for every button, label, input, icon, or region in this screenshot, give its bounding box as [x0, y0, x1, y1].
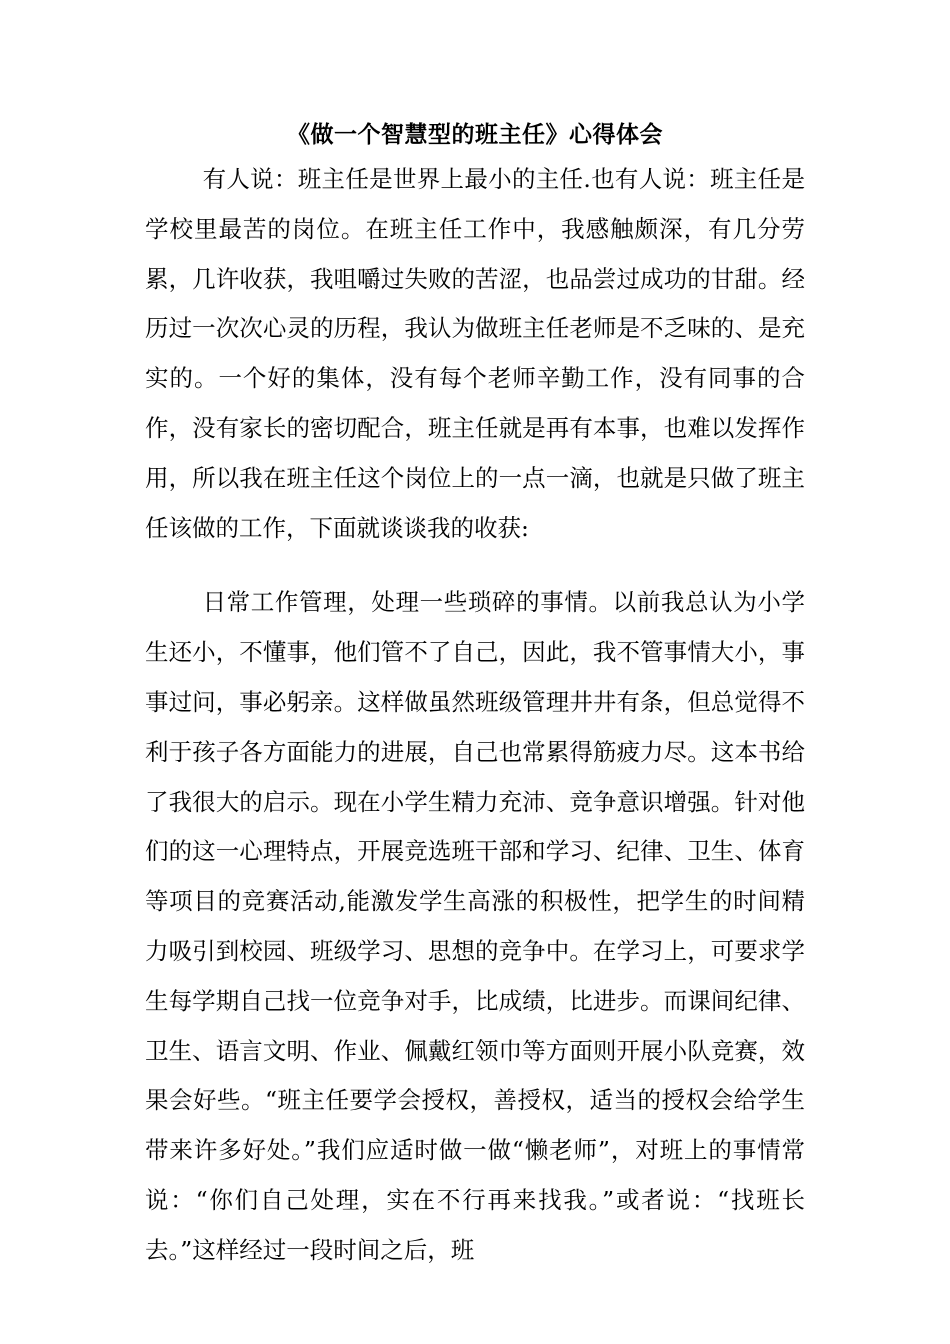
paragraph-1: 有人说：班主任是世界上最小的主任.也有人说：班主任是学校里最苦的岗位。在班主任工作中，我感触颇深，有几分劳累，几许收获，我咀嚼过失败的苦涩，也品尝过成功的甘甜。经历过一次次心灵的历程，我认为做班主任老师是不乏味的、是充实的。一个好的集体，没有每个老师辛勤工作，没有同事的合作，没有家长的密切配合，班主任就是再有本事，也难以发挥作用，所以我在班主任这个岗位上的一点一滴，也就是只做了班主任该做的工作，下面就谈谈我的收获: — [145, 165, 805, 542]
document-body — [145, 155, 805, 1276]
paragraph-2: 日常工作管理，处理一些琐碎的事情。以前我总认为小学生还小，不懂事，他们管不了自己，因此，我不管事情大小，事事过问，事必躬亲。这样做虽然班级管理井井有条，但总觉得不利于孩子各方面能力的进展，自己也常累得筋疲力尽。这本书给了我很大的启示。现在小学生精力充沛、竞争意识增强。针对他们的这一心理特点，开展竞选班干部和学习、纪律、卫生、体育等项目的竞赛活动,能激发学生高涨的积极性，把学生的时间精力吸引到校园、班级学习、思想的竞争中。在学习上，可要求学生每学期自己找一位竞争对手，比成绩，比进步。而课间纪律、卫生、语言文明、作业、佩戴红领巾等方面则开展小队竞赛，效果会好些。“班主任要学会授权，善授权，适当的授权会给学生带来许多好处。”我们应适时做一做“懒老师”，对班上的事情常说：“你们自己处理，实在不行再来找我。”或者说：“找班长去。”这样经过一段时间之后，班 — [145, 588, 805, 1264]
document-title: 《做一个智慧型的班主任》心得体会 — [287, 121, 663, 148]
